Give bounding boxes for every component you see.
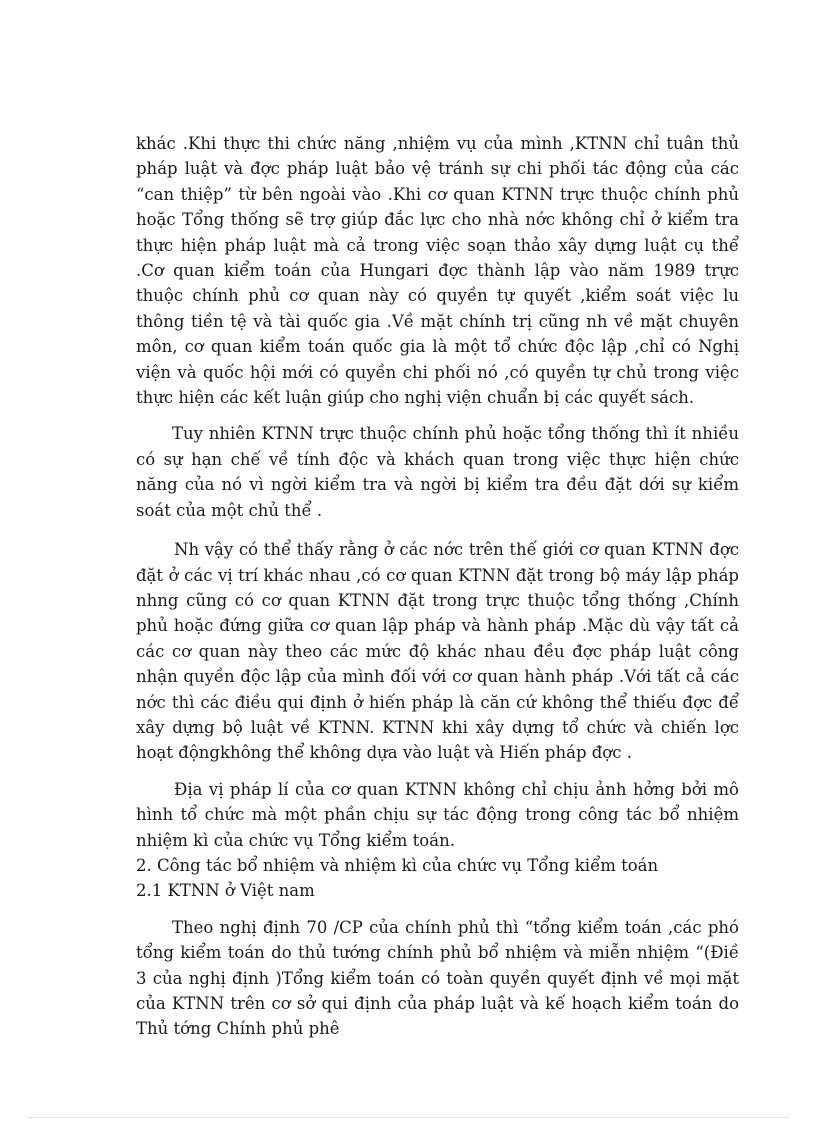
paragraph-4: Địa vị pháp lí của cơ quan KTNN không chỉ chịu ảnh hởng bởi mô hình tổ chức mà một phần chịu sự tác động trong công tác bổ nhiệm nhiệm kì của chức vụ Tổng kiểm toán. [136, 779, 739, 850]
paragraph-2: Tuy nhiên KTNN trực thuộc chính phủ hoặc tổng thống thì ít nhiều có sự hạn chế về tính độc và khách quan trong việc thực hiện chức năng của nó vì ngời kiểm tra và ngời bị kiểm tra đều đặt dới sự kiểm soát của một chủ thể . [136, 424, 739, 520]
paragraph-3: Nh vậy có thể thấy rằng ở các nớc trên thế giới cơ quan KTNN đợc đặt ở các vị trí khác nhau ,có cơ quan KTNN đặt trong bộ máy lập pháp nhng cũng có cơ quan KTNN đặt trong trực thuộc tổng thống ,Chính phủ hoặc đứng giữa cơ quan lập pháp và hành pháp .Mặc dù vậy tất cả các cơ quan này theo các mức độ khác nhau đều đợc pháp luật công nhận quyền độc lập của mình đối với cơ quan hành pháp .Với tất cả các nớc thì các điều qui định ở hiến pháp là căn cứ không thể thiếu đợc để xây dựng bộ luật về KTNN. KTNN khi xây dựng tổ chức và chiến lợc hoạt độngkhông thể không dựa vào luật và Hiến pháp đợc . [136, 540, 739, 763]
section-heading: 2. Công tác bổ nhiệm và nhiệm kì của chức vụ Tổng kiểm toán [136, 855, 659, 875]
paragraph-5: Theo nghị định 70 /CP của chính phủ thì “tổng kiểm toán ,các phó tổng kiểm toán do thủ tướng chính phủ bổ nhiệm và miễn nhiệm “(Điề 3 của nghị định )Tổng kiểm toán có toàn quyền quyết định về mọi mặt của KTNN trên cơ sở qui định của pháp luật và kế hoạch kiểm toán do Thủ tớng Chính phủ phê [136, 917, 739, 1039]
page-bottom-divider [28, 1117, 788, 1118]
subsection-heading: 2.1 KTNN ở Việt nam [136, 881, 315, 901]
paragraph-1: khác .Khi thực thi chức năng ,nhiệm vụ của mình ,KTNN chỉ tuân thủ pháp luật và đợc pháp luật bảo vệ tránh sự chi phối tác động của các “can thiệp” từ bên ngoài vào .Khi cơ quan KTNN trực thuộc chính phủ hoặc Tổng thống sẽ trợ giúp đắc lực cho nhà nớc không chỉ ở kiểm tra thực hiện pháp luật mà cả trong việc soạn thảo xây dựng luật cụ thể .Cơ quan kiểm toán của Hungari đợc thành lập vào năm 1989 trực thuộc chính phủ cơ quan này có quyền tự quyết ,kiểm soát việc lu thông tiền tệ và tài quốc gia .Về mặt chính trị cũng nh về mặt chuyên môn, cơ quan kiểm toán quốc gia là một tổ chức độc lập ,chỉ có Nghị viện và quốc hội mới có quyền chi phối nó ,có quyền tự chủ trong việc thực hiện các kết luận giúp cho nghị viện chuẩn bị các quyết sách. [136, 134, 739, 408]
document-body [136, 131, 739, 1042]
